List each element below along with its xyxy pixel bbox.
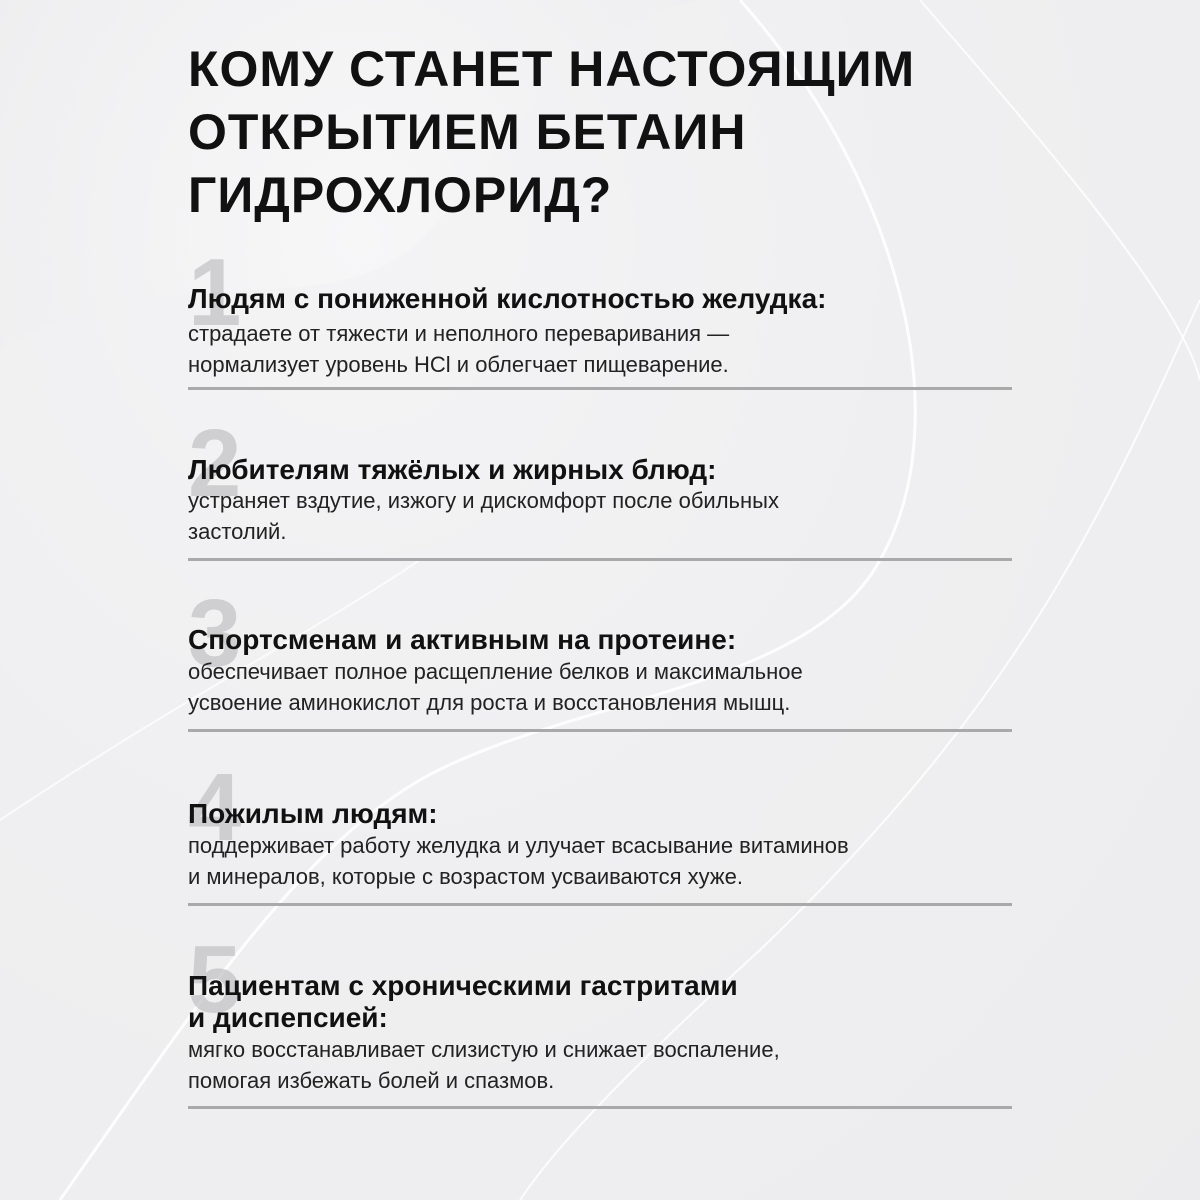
item-number: 5 (188, 926, 242, 1033)
item-heading: Любителям тяжёлых и жирных блюд: (188, 454, 717, 485)
body-line: мягко восстанавливает слизистую и снижает воспаление, (188, 1037, 780, 1062)
item-body (188, 830, 1018, 892)
divider (188, 903, 1012, 906)
item-number: 1 (188, 239, 242, 346)
item-body (188, 656, 1018, 718)
page-title (188, 38, 1088, 227)
item-number: 4 (188, 754, 242, 861)
title-line: ОТКРЫТИЕМ БЕТАИН (188, 104, 747, 160)
divider (188, 729, 1012, 732)
body-line: помогая избежать болей и спазмов. (188, 1068, 555, 1093)
title-line: ГИДРОХЛОРИД? (188, 167, 613, 223)
body-line: страдаете от тяжести и неполного переваривания — (188, 321, 730, 346)
body-line: поддерживает работу желудка и улучает всасывание витаминов (188, 833, 849, 858)
item-heading (188, 970, 1018, 1034)
body-line: застолий. (188, 519, 287, 544)
item-number: 3 (188, 580, 242, 687)
heading-line: Пациентам с хроническими гастритами (188, 970, 738, 1001)
item-body (188, 1034, 1018, 1096)
divider (188, 387, 1012, 390)
item-number: 2 (188, 410, 242, 517)
body-line: обеспечивает полное расщепление белков и максимальное (188, 659, 803, 684)
item-heading: Людям с пониженной кислотностью желудка: (188, 283, 827, 314)
body-line: и минералов, которые с возрастом усваиваются хуже. (188, 864, 743, 889)
body-line: нормализует уровень HCl и облегчает пищеварение. (188, 352, 729, 377)
item-heading: Пожилым людям: (188, 798, 438, 829)
body-line: усвоение аминокислот для роста и восстановления мышц. (188, 690, 791, 715)
body-line: устраняет вздутие, изжогу и дискомфорт после обильных (188, 488, 779, 513)
item-heading: Спортсменам и активным на протеине: (188, 624, 737, 655)
item-body (188, 318, 1018, 380)
heading-line: и диспепсией: (188, 1002, 388, 1033)
divider (188, 1106, 1012, 1109)
item-body (188, 485, 1018, 547)
divider (188, 558, 1012, 561)
title-line: КОМУ СТАНЕТ НАСТОЯЩИМ (188, 41, 916, 97)
